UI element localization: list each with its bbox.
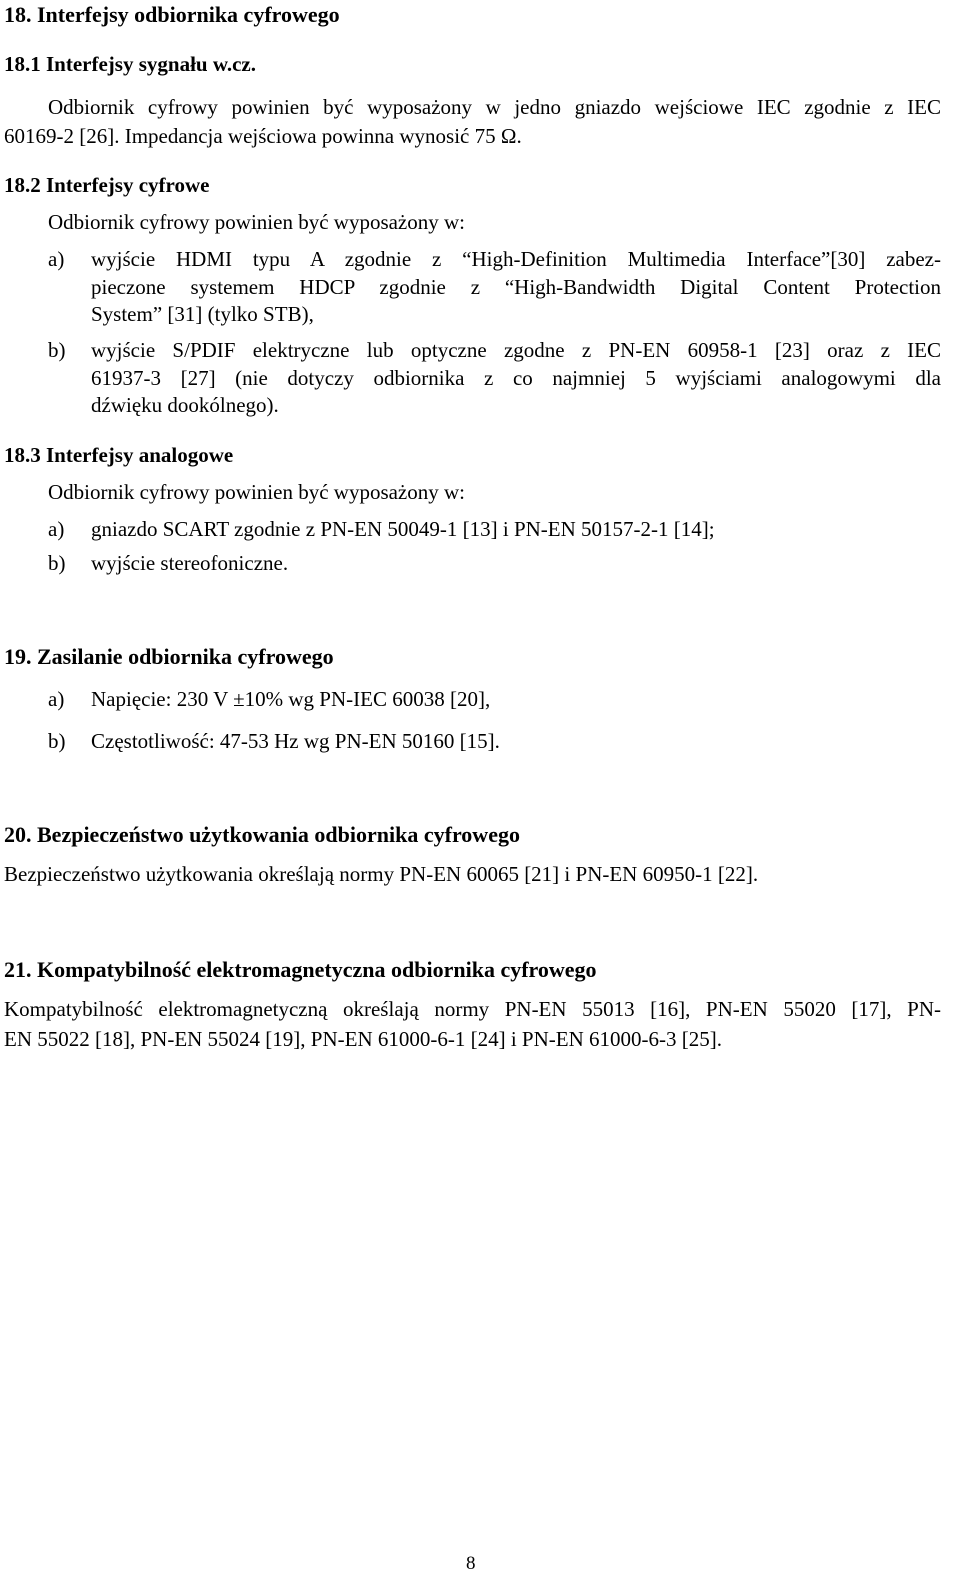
section-20-heading: 20. Bezpieczeństwo użytkowania odbiornika cyfrowego: [4, 822, 520, 847]
section-18-1-heading: 18.1 Interfejsy sygnału w.cz.: [4, 52, 256, 76]
spdif-item-line-2: 61937-3 [27] (nie dotyczy odbiornika z co najmniej 5 wyjściami analogowymi dla: [91, 366, 941, 390]
voltage-item-text: Napięcie: 230 V ±10% wg PN-IEC 60038 [20],: [91, 687, 491, 711]
hdmi-item-line-2: pieczone systemem HDCP zgodnie z “High-Bandwidth Digital Content Protection: [91, 275, 941, 299]
section-18-3-heading: 18.3 Interfejsy analogowe: [4, 443, 234, 467]
section-18-1-line-2: 60169-2 [26]. Impedancja wejściowa powinna wynosić 75 Ω.: [4, 124, 522, 148]
section-18-heading: 18. Interfejsy odbiornika cyfrowego: [4, 2, 340, 27]
scart-item-text: gniazdo SCART zgodnie z PN-EN 50049-1 [13] i PN-EN 50157-2-1 [14];: [91, 517, 715, 541]
section-21-line-1: Kompatybilność elektromagnetyczną określają normy PN-EN 55013 [16], PN-EN 55020 [17], PN-: [4, 997, 941, 1021]
hdmi-item-line-3: System” [31] (tylko STB),: [91, 302, 314, 326]
section-20-text: Bezpieczeństwo użytkowania określają normy PN-EN 60065 [21] i PN-EN 60950-1 [22].: [4, 862, 759, 886]
section-19-heading: 19. Zasilanie odbiornika cyfrowego: [4, 644, 334, 669]
frequency-item-text: Częstotliwość: 47-53 Hz wg PN-EN 50160 [15].: [91, 729, 500, 753]
hdmi-item-line-1: wyjście HDMI typu A zgodnie z “High-Definition Multimedia Interface”[30] zabez-: [91, 247, 941, 271]
list-item-label: b): [48, 729, 66, 753]
section-18-2-intro: Odbiornik cyfrowy powinien być wyposażony w:: [48, 210, 466, 234]
list-item-label: a): [48, 247, 65, 271]
list-item-label: a): [48, 517, 65, 541]
section-18-1-line-1: Odbiornik cyfrowy powinien być wyposażony w jedno gniazdo wejściowe IEC zgodnie z IEC: [48, 95, 941, 119]
section-21-line-2: EN 55022 [18], PN-EN 55024 [19], PN-EN 61000-6-1 [24] i PN-EN 61000-6-3 [25].: [4, 1027, 722, 1051]
spdif-item-line-1: wyjście S/PDIF elektryczne lub optyczne zgodne z PN-EN 60958-1 [23] oraz z IEC: [91, 338, 941, 362]
stereo-item-text: wyjście stereofoniczne.: [91, 551, 289, 575]
section-18-3-intro: Odbiornik cyfrowy powinien być wyposażony w:: [48, 480, 466, 504]
spdif-item-line-3: dźwięku dookólnego).: [91, 393, 279, 417]
list-item-label: b): [48, 551, 66, 575]
section-21-heading: 21. Kompatybilność elektromagnetyczna odbiornika cyfrowego: [4, 957, 597, 982]
list-item-label: a): [48, 687, 65, 711]
section-18-2-heading: 18.2 Interfejsy cyfrowe: [4, 173, 210, 197]
list-item-label: b): [48, 338, 66, 362]
page-number: 8: [466, 1553, 476, 1574]
